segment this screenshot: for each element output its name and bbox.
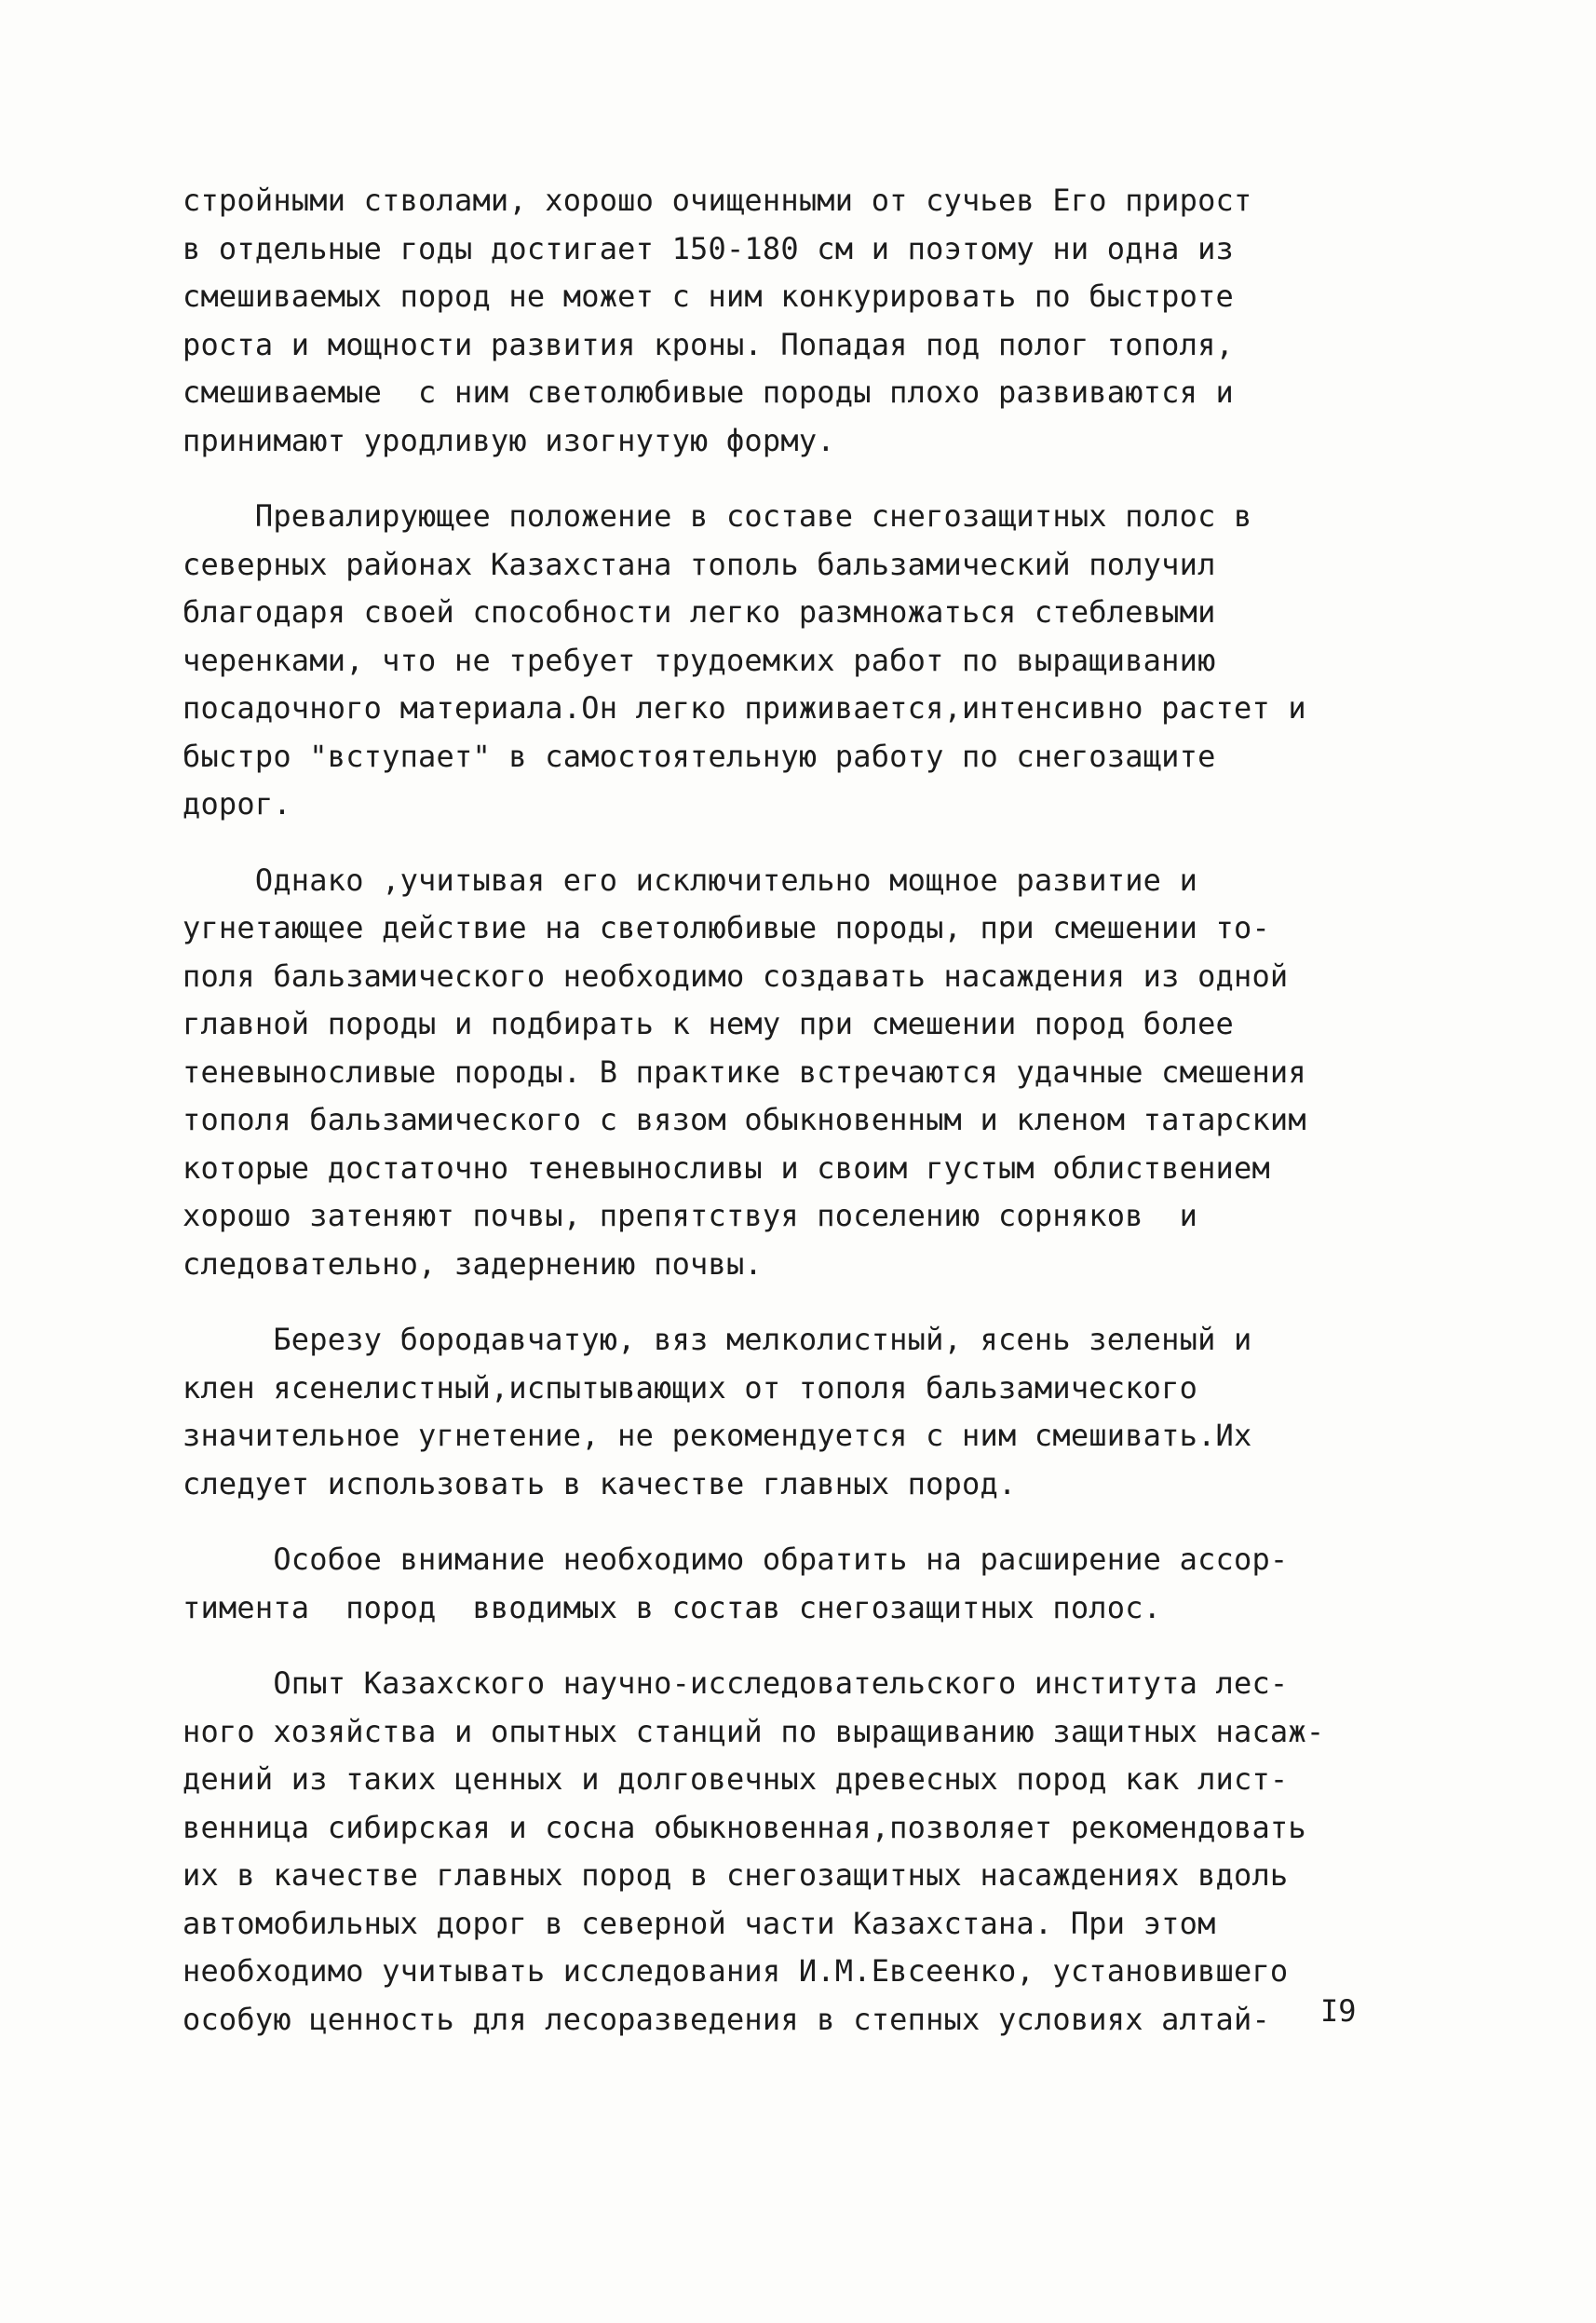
paragraph-2: [183, 493, 1421, 829]
text-line: которые достаточно теневыносливы и своим густым облиствением: [183, 1149, 1270, 1186]
paragraph-5: [183, 1536, 1421, 1632]
text-line: клен ясенелистный,испытывающих от тополя бальзамического: [183, 1369, 1198, 1406]
text-line: Особое внимание необходимо обратить на расширение ассор-: [183, 1542, 1289, 1577]
text-line: тимента пород вводимых в состав снегозащитных полос.: [183, 1589, 1162, 1625]
text-line: стройными стволами, хорошо очищенными от сучьев Его прирост: [183, 183, 1252, 218]
text-line: тополя бальзамического с вязом обыкновенным и кленом татарским: [183, 1102, 1306, 1137]
text-line: посадочного материала.Он легко приживается,интенсивно растет и: [183, 690, 1306, 726]
text-line: необходимо учитывать исследования И.М.Евсеенко, установившего: [183, 1953, 1289, 1989]
text-line: Березу бородавчатую, вяз мелколистный, ясень зеленый и: [183, 1322, 1252, 1357]
text-line: Опыт Казахского научно-исследовательского института лес-: [183, 1665, 1289, 1701]
paragraph-3: [183, 857, 1421, 1289]
text-line: в отдельные годы достигает 150-180 см и поэтому ни одна из: [183, 230, 1235, 266]
text-line: черенками, что не требует трудоемких работ по выращиванию: [183, 642, 1216, 678]
text-line: особую ценность для лесоразведения в степных условиях алтай-: [183, 2001, 1270, 2037]
page-number: I9: [1320, 1993, 1357, 2029]
text-line: ного хозяйства и опытных станций по выращиванию защитных насаж-: [183, 1713, 1325, 1749]
text-line: Однако ,учитывая его исключительно мощное развитие и: [183, 862, 1198, 898]
text-line: венница сибирская и сосна обыкновенная,позволяет рекомендовать: [183, 1809, 1306, 1845]
text-line: дорог.: [183, 786, 291, 822]
text-line: северных районах Казахстана тополь бальзамический получил: [183, 546, 1216, 582]
text-line: смешиваемые с ним светолюбивые породы плохо развиваются и: [183, 374, 1235, 410]
text-line: быстро "вступает" в самостоятельную работу по снегозащите: [183, 738, 1216, 774]
text-line: поля бальзамического необходимо создавать насаждения из одной: [183, 958, 1289, 994]
document-body: [183, 177, 1421, 2044]
text-line: роста и мощности развития кроны. Попадая под полог тополя,: [183, 326, 1235, 362]
text-line: дений из таких ценных и долговечных древесных пород как лист-: [183, 1761, 1289, 1797]
text-line: принимают уродливую изогнутую форму.: [183, 422, 835, 458]
text-line: значительное угнетение, не рекомендуется с ним смешивать.Их: [183, 1418, 1252, 1453]
text-line: автомобильных дорог в северной части Казахстана. При этом: [183, 1905, 1216, 1941]
text-line: главной породы и подбирать к нему при смешении пород более: [183, 1006, 1235, 1041]
text-line: благодаря своей способности легко размножаться стеблевыми: [183, 594, 1216, 630]
text-line: смешиваемых пород не может с ним конкурировать по быстроте: [183, 278, 1235, 314]
paragraph-4: [183, 1316, 1421, 1508]
text-line: теневыносливые породы. В практике встречаются удачные смешения: [183, 1053, 1306, 1090]
text-line: следовательно, задернению почвы.: [183, 1245, 763, 1282]
text-line: Превалирующее положение в составе снегозащитных полос в: [183, 498, 1252, 534]
paragraph-6: [183, 1660, 1421, 2044]
text-line: угнетающее действие на светолюбивые породы, при смешении то-: [183, 910, 1270, 945]
text-line: их в качестве главных пород в снегозащитных насаждениях вдоль: [183, 1857, 1289, 1893]
paragraph-1: [183, 177, 1421, 465]
text-line: следует использовать в качестве главных пород.: [183, 1465, 1017, 1501]
text-line: хорошо затеняют почвы, препятствуя поселению сорняков и: [183, 1198, 1198, 1233]
